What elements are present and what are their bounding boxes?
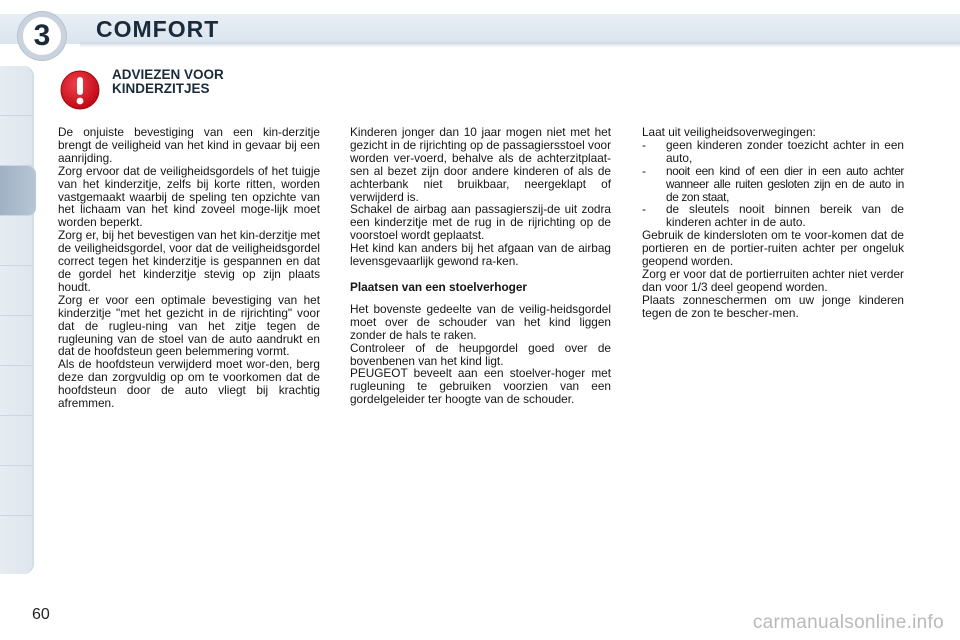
- paragraph: Kinderen jonger dan 10 jaar mogen niet met het gezicht in de rijrichting op de passagiersstoel voor worden ver-voerd, behalve als de achterzitplaat-sen al bezet zijn door andere kinderen of als de achterbank niet bruikbaar, neergeklapt of verwijderd is.: [350, 125, 611, 204]
- chapter-title: COMFORT: [96, 16, 220, 42]
- paragraph: Schakel de airbag aan passagierszij-de uit zodra een kinderzitje met de rug in de rijrichting op de voorstoel wordt geplaatst.: [350, 202, 611, 243]
- list-item: [642, 165, 904, 204]
- paragraph: Controleer of de heupgordel goed over de bovenbenen van het kind ligt.: [350, 340, 611, 368]
- side-tab[interactable]: [0, 66, 32, 116]
- paragraph: Gebruik de kindersloten om te voor-komen dat de portieren en de portier-ruiten achter per ongeluk geopend worden.: [642, 228, 904, 269]
- side-tab[interactable]: [0, 366, 32, 416]
- page-number: 60: [32, 606, 50, 623]
- chapter-number: 3: [33, 19, 51, 52]
- paragraph: Zorg er, bij het bevestigen van het kin-derzitje met de veiligheidsgordel, voor dat de veiligheidsgordel correct tegen het kinderzitje is gespannen en dat de gordel het kinderzitje stevig op zijn plaats houdt.: [58, 228, 320, 294]
- column-3: [642, 126, 904, 320]
- paragraph: Zorg er voor een optimale bevestiging van het kinderzitje "met het gezicht in de rijrichting" voor dat de rugleu-ning van het zitje tegen de rugleuning van de stoel van de auto aandrukt en dat de hoofdsteun geen belemmering vormt.: [58, 292, 320, 359]
- paragraph: PEUGEOT beveelt aan een stoelver-hoger met rugleuning te gebruiken voorzien van een gordelgeleider ter hoogte van de schouder.: [350, 366, 611, 407]
- list-item-text: geen kinderen zonder toezicht achter in een auto,: [666, 137, 904, 165]
- side-tab[interactable]: [0, 116, 32, 166]
- side-tab[interactable]: [0, 516, 32, 566]
- list-item: [642, 203, 904, 229]
- side-tab-active[interactable]: [0, 166, 36, 216]
- paragraph: Plaats zonneschermen om uw jonge kinderen tegen de zon te bescher-men.: [642, 292, 904, 320]
- side-tab[interactable]: [0, 216, 32, 266]
- paragraph: Zorg ervoor dat de veiligheidsgordels of het tuigje van het kinderzitje, zelfs bij korte ritten, worden vastgemaakt waarbij de speling ten opzichte van het lichaam van het kind zoveel moge-lijk moet worden beperkt.: [58, 163, 320, 230]
- section-subheading: Plaatsen van een stoelverhoger: [350, 279, 528, 294]
- side-tab[interactable]: [0, 316, 32, 366]
- paragraph: Als de hoofdsteun verwijderd moet wor-den, berg deze dan zorgvuldig op om te voorkomen dat de hoofdsteun door de auto vliegt bij krachtig afremmen.: [58, 357, 320, 411]
- column-2: [350, 126, 611, 406]
- exclamation-circle-icon: [60, 70, 100, 110]
- chapter-number-badge: [18, 12, 66, 60]
- side-tab[interactable]: [0, 466, 32, 516]
- paragraph: Het bovenste gedeelte van de veilig-heidsgordel moet over de schouder van het kind liggen zonder de hals te raken.: [350, 301, 611, 342]
- column-1: [58, 126, 320, 410]
- side-tab[interactable]: [0, 416, 32, 466]
- bullet-dash: -: [642, 202, 646, 217]
- paragraph: Laat uit veiligheidsoverwegingen:: [642, 125, 816, 139]
- paragraph: Zorg er voor dat de portierruiten achter niet verder dan voor 1/3 deel geopend worden.: [642, 266, 904, 294]
- bullet-dash: -: [642, 163, 646, 178]
- list-item-text: de sleutels nooit binnen bereik van de kinderen achter in de auto.: [666, 202, 904, 230]
- side-tab[interactable]: [0, 266, 32, 316]
- watermark: carmanualsonline.info: [752, 612, 944, 633]
- bullet-dash: -: [642, 137, 646, 152]
- list-item-text: nooit een kind of een dier in een auto achter wanneer alle ruiten gesloten zijn en de auto in de zon staat,: [666, 163, 904, 204]
- list-item: [642, 139, 904, 165]
- warning-title: ADVIEZEN VOOR KINDERZITJES: [112, 67, 224, 96]
- side-tab-strip: [0, 66, 34, 574]
- paragraph: De onjuiste bevestiging van een kin-derzitje brengt de veiligheid van het kind in gevaar bij een aanrijding.: [58, 125, 320, 165]
- paragraph: Het kind kan anders bij het afgaan van de airbag levensgevaarlijk gewond ra-ken.: [350, 241, 611, 269]
